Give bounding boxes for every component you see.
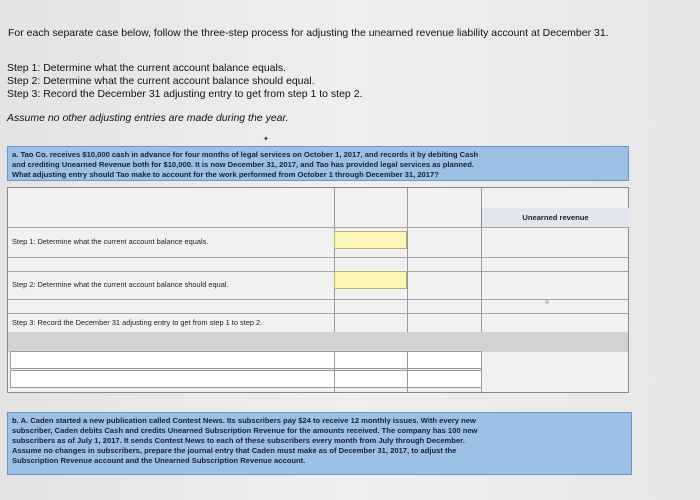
step-2-balance-input[interactable] (334, 271, 407, 289)
spacer-row (8, 299, 628, 313)
question-b-box (7, 412, 632, 475)
step-2-text: Step 2: Determine what the current account balance should equal. (7, 75, 315, 87)
unearned-revenue-header: Unearned revenue (481, 208, 629, 227)
question-b-line-1: b. A. Caden started a new publication called Contest News. Its subscribers pay $24 to receive 12 monthly issues. With every new (12, 416, 476, 425)
question-a-line-1: a. Tao Co. receives $10,000 cash in advance for four months of legal services on October 1, 2017, and records it by debiting Cash (12, 150, 479, 159)
step-3-text: Step 3: Record the December 31 adjusting entry to get from step 1 to step 2. (7, 88, 363, 100)
question-b-line-5: Subscription Revenue account and the Unearned Subscription Revenue account. (12, 456, 306, 465)
spacer-row (8, 257, 628, 271)
journal-header-row (8, 332, 628, 352)
question-b-line-3: subscribers as of July 1, 2017. It sends Contest News to each of these subscribers every month from July through December. (12, 436, 465, 445)
faint-mark (545, 300, 549, 304)
step-1-row-label: Step 1: Determine what the current account balance equals. (12, 237, 209, 246)
step-3-row-label: Step 3: Record the December 31 adjusting entry to get from step 1 to step 2. (12, 318, 263, 327)
question-b-line-2: subscriber, Caden debits Cash and credits Unearned Subscription Revenue for the amounts received. The company has 100 new (12, 426, 478, 435)
step-3-row (8, 313, 628, 330)
instruction-text: For each separate case below, follow the three-step process for adjusting the unearned revenue liability account at December 31. (8, 27, 609, 39)
cursor-icon: ✦ (263, 136, 269, 143)
journal-account-input[interactable] (10, 370, 335, 388)
adjustment-table (7, 187, 629, 393)
journal-debit-input[interactable] (334, 351, 408, 369)
step-2-row-label: Step 2: Determine what the current account balance should equal. (12, 280, 229, 289)
step-1-balance-input[interactable] (334, 231, 407, 249)
journal-debit-input[interactable] (334, 370, 408, 388)
question-b-line-4: Assume no changes in subscribers, prepare the journal entry that Caden must make as of December 31, 2017, to adjust the (12, 446, 457, 455)
journal-credit-input[interactable] (407, 351, 482, 369)
step-2-row (8, 271, 628, 299)
question-a-line-3: What adjusting entry should Tao make to account for the work performed from October 1 through December 31, 2017? (12, 170, 439, 179)
assumption-text: Assume no other adjusting entries are made during the year. (7, 112, 289, 124)
step-1-text: Step 1: Determine what the current account balance equals. (7, 62, 286, 74)
question-a-box (7, 146, 629, 181)
journal-account-input[interactable] (10, 351, 335, 369)
question-a-line-2: and crediting Unearned Revenue both for $10,000. It is now December 31, 2017, and Tao has provided legal services as planned. (12, 160, 474, 169)
step-1-row (8, 227, 628, 257)
journal-credit-input[interactable] (407, 370, 482, 388)
